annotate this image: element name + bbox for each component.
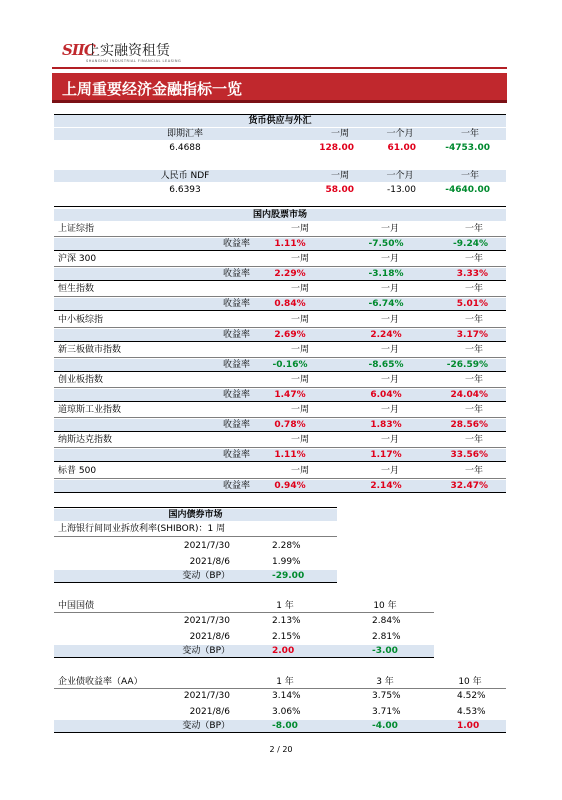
shibor-change-label: 变动（BP） (182, 571, 230, 581)
stock-return-week: 0.78% (274, 420, 306, 431)
corp-col-1y: 1 年 (276, 677, 294, 687)
stock-return-year: 32.47% (450, 480, 488, 491)
stock-col-month: 一月 (380, 405, 399, 416)
stock-return-week: 1.11% (274, 239, 306, 249)
title-banner (52, 73, 507, 100)
bond-header: 国内债券市场 (54, 509, 337, 521)
stock-return-month: 2.14% (370, 480, 402, 491)
stock-return-week: 1.11% (274, 450, 306, 461)
stock-return-year: -26.59% (446, 359, 488, 370)
stock-name: 新三板做市指数 (58, 344, 122, 355)
stock-col-month: 一月 (380, 435, 399, 446)
stock-col-year: 一年 (464, 405, 483, 416)
stock-col-week: 一周 (290, 314, 309, 325)
stock-col-year: 一年 (464, 314, 483, 325)
stock-return-month: 1.83% (370, 420, 402, 431)
stock-name: 沪深 300 (58, 254, 97, 265)
stock-return-week: 1.47% (274, 390, 306, 400)
stock-row-bottom (54, 341, 506, 342)
stock-return-year: 3.17% (456, 329, 488, 340)
corp-1y-2: 3.06% (272, 707, 301, 717)
stock-header: 国内股票市场 (54, 209, 506, 221)
brand-logo (62, 41, 170, 59)
gov-change-1y: 2.00 (272, 646, 295, 656)
corp-10y-2: 4.53% (457, 707, 486, 717)
stock-row-rule (54, 266, 506, 267)
stock-col-week: 一周 (290, 254, 309, 265)
stock-col-week: 一周 (290, 284, 309, 295)
shibor-date-1: 2021/7/30 (183, 541, 230, 551)
stock-return-week: 0.94% (274, 480, 306, 491)
stock-col-week: 一周 (290, 405, 309, 416)
stock-col-week: 一周 (290, 435, 309, 446)
corp-change-label: 变动（BP） (182, 721, 230, 731)
stock-row-bottom (54, 401, 506, 402)
shibor-value-2: 1.99% (272, 557, 301, 567)
shibor-bottom (54, 582, 337, 583)
corp-date-2: 2021/8/6 (189, 707, 230, 717)
stock-col-month: 一月 (380, 375, 399, 385)
stock-row-rule (54, 447, 506, 448)
fx-col-week: 一周 (330, 129, 349, 139)
shibor-rule (54, 536, 337, 537)
shibor-change: -29.00 (272, 571, 305, 581)
stock-col-month: 一月 (380, 284, 399, 295)
stock-col-month: 一月 (380, 254, 399, 265)
stock-name: 中小板综指 (58, 314, 104, 325)
stock-return-year: 33.56% (450, 450, 488, 461)
page-title: 上周重要经济金融指标一览 (62, 80, 243, 98)
stock-row-rule (54, 357, 506, 358)
corp-label: 企业债收益率（AA） (58, 677, 143, 687)
gov-change-label: 变动（BP） (182, 646, 230, 656)
fx-header: 货币供应与外汇 (54, 115, 506, 127)
stock-return-week: 0.84% (274, 299, 306, 310)
fx-name: 即期汇率 (166, 129, 203, 139)
stock-return-month: -6.74% (368, 299, 404, 310)
fx-change-month: -13.00 (386, 185, 416, 195)
stock-row-rule (54, 327, 506, 328)
gov-col-1y: 1 年 (276, 601, 294, 611)
stock-row-bottom (54, 250, 506, 251)
stock-row-rule (54, 296, 506, 297)
corp-change-1y: -8.00 (272, 721, 298, 731)
stock-name: 上证综指 (58, 224, 95, 234)
stock-return-label: 收益率 (222, 480, 250, 491)
stock-return-year: 5.01% (456, 299, 488, 310)
fx-value: 6.4688 (169, 143, 201, 153)
page-number: 2 / 20 (269, 745, 293, 754)
gov-1y-2: 2.15% (272, 632, 301, 642)
gov-10y-1: 2.84% (372, 616, 401, 626)
stock-return-month: 2.24% (370, 329, 402, 340)
shibor-date-2: 2021/8/6 (189, 557, 230, 567)
corp-col-10y: 10 年 (458, 677, 482, 687)
stock-return-week: 2.69% (274, 329, 306, 340)
fx-change-week: 58.00 (325, 185, 354, 195)
stock-col-year: 一年 (464, 224, 483, 234)
corp-change-10y: 1.00 (457, 721, 480, 731)
stock-name: 恒生指数 (58, 284, 95, 295)
stock-return-label: 收益率 (222, 329, 250, 340)
corp-3y-2: 3.71% (372, 707, 401, 717)
brand-name: 上实融资租赁 (86, 43, 170, 59)
stock-return-month: 6.04% (370, 390, 402, 400)
stock-col-year: 一年 (464, 254, 483, 265)
fx-value: 6.6393 (169, 185, 201, 195)
gov-bottom (54, 657, 434, 658)
stock-col-month: 一月 (380, 314, 399, 325)
fx-change-week: 128.00 (319, 143, 354, 153)
stock-row-rule (54, 478, 506, 479)
stock-col-month: 一月 (380, 344, 399, 355)
corp-1y-1: 3.14% (272, 691, 301, 701)
brand-logo-mark: SIIC (62, 41, 95, 59)
fx-col-month: 一个月 (386, 171, 414, 181)
stock-return-label: 收益率 (222, 239, 250, 249)
stock-name: 标普 500 (58, 465, 97, 476)
gov-label: 中国国债 (58, 601, 95, 611)
stock-return-label: 收益率 (222, 359, 250, 370)
fx-name: 人民币 NDF (160, 171, 210, 181)
stock-row-bottom (54, 492, 506, 493)
stock-row-bottom (54, 310, 506, 311)
stock-return-month: -8.65% (368, 359, 404, 370)
stock-name: 道琼斯工业指数 (58, 405, 122, 416)
fx-col-year: 一年 (460, 129, 479, 139)
gov-change-10y: -3.00 (372, 646, 398, 656)
fx-change-year: -4753.00 (445, 143, 490, 153)
stock-return-month: -7.50% (368, 239, 404, 249)
gov-col-10y: 10 年 (373, 601, 397, 611)
stock-return-month: 1.17% (370, 450, 402, 461)
brand-name-en: SHANGHAI INDUSTRIAL FINANCIAL LEASING (86, 59, 182, 63)
corp-date-1: 2021/7/30 (183, 691, 230, 701)
stock-col-year: 一年 (464, 284, 483, 295)
stock-row-bottom (54, 371, 506, 372)
stock-col-year: 一年 (464, 344, 483, 355)
stock-col-week: 一周 (290, 375, 309, 385)
stock-return-label: 收益率 (222, 390, 250, 400)
stock-name: 创业板指数 (58, 375, 104, 385)
shibor-value-1: 2.28% (272, 541, 301, 551)
stock-return-label: 收益率 (222, 269, 250, 280)
stock-return-year: 24.04% (450, 390, 488, 400)
gov-date-1: 2021/7/30 (183, 616, 230, 626)
stock-col-year: 一年 (464, 465, 483, 476)
stock-col-week: 一周 (290, 224, 309, 234)
banner-shadow (52, 100, 507, 103)
stock-return-label: 收益率 (222, 420, 250, 431)
header-divider (52, 67, 507, 69)
fx-change-month: 61.00 (387, 143, 416, 153)
gov-10y-2: 2.81% (372, 632, 401, 642)
gov-1y-1: 2.13% (272, 616, 301, 626)
corp-col-3y: 3 年 (376, 677, 394, 687)
stock-return-month: -3.18% (368, 269, 404, 280)
stock-top-rule (54, 206, 506, 207)
corp-change-3y: -4.00 (372, 721, 398, 731)
stock-col-week: 一周 (290, 344, 309, 355)
stock-row-rule (54, 417, 506, 418)
gov-rule (54, 612, 434, 613)
stock-return-week: -0.16% (272, 359, 308, 370)
fx-col-week: 一周 (330, 171, 349, 181)
stock-col-month: 一月 (380, 224, 399, 234)
stock-return-label: 收益率 (222, 450, 250, 461)
fx-col-year: 一年 (460, 171, 479, 181)
stock-return-year: -9.24% (453, 239, 488, 249)
corp-rule (54, 688, 506, 689)
shibor-label: 上海银行间同业拆放利率(SHIBOR)：1 周 (58, 524, 226, 534)
stock-row-bottom (54, 431, 506, 432)
stock-row-bottom (54, 461, 506, 462)
stock-name: 纳斯达克指数 (58, 435, 113, 446)
stock-col-year: 一年 (464, 435, 483, 446)
fx-change-year: -4640.00 (445, 185, 490, 195)
stock-return-week: 2.29% (274, 269, 306, 280)
stock-row-bottom (54, 280, 506, 281)
corp-3y-1: 3.75% (372, 691, 401, 701)
stock-return-label: 收益率 (222, 299, 250, 310)
stock-col-week: 一周 (290, 465, 309, 476)
stock-return-year: 28.56% (450, 420, 488, 431)
stock-col-month: 一月 (380, 465, 399, 476)
fx-col-month: 一个月 (386, 129, 414, 139)
corp-bottom (54, 732, 506, 733)
stock-row-rule (54, 387, 506, 388)
stock-return-year: 3.33% (456, 269, 488, 280)
bond-top-rule (54, 507, 337, 508)
gov-date-2: 2021/8/6 (189, 632, 230, 642)
stock-col-year: 一年 (464, 375, 483, 385)
corp-10y-1: 4.52% (457, 691, 486, 701)
stock-row-rule (54, 236, 506, 237)
